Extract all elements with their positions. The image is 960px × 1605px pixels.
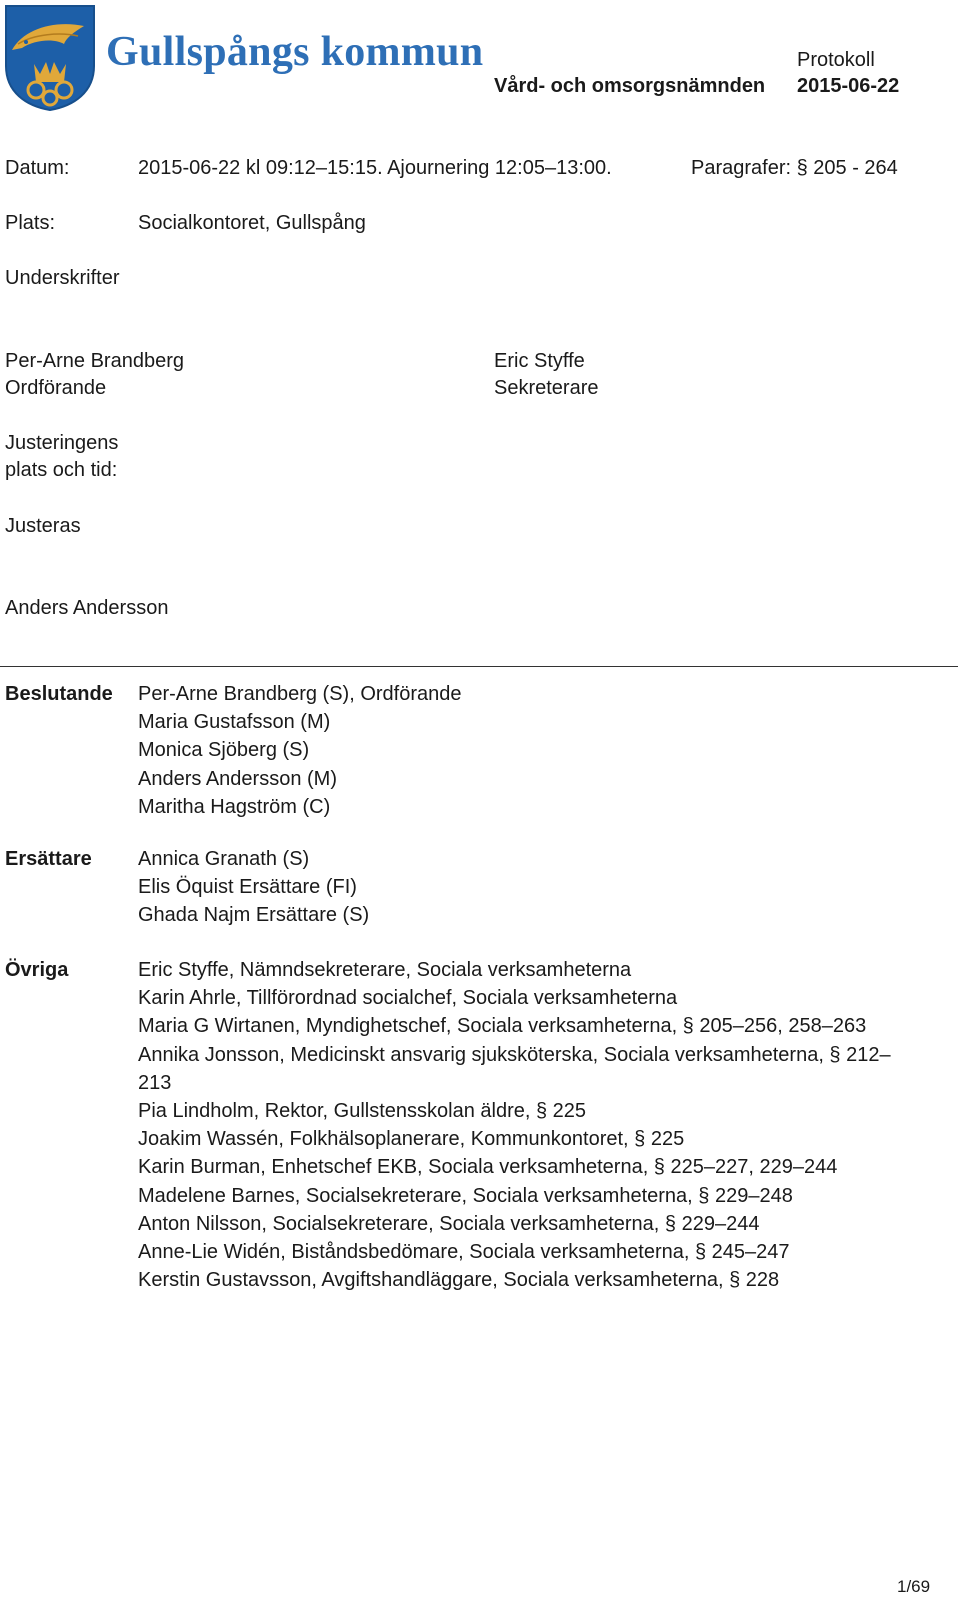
plats-value: Socialkontoret, Gullspång xyxy=(138,212,366,234)
justering-label-line2: plats och tid: xyxy=(5,459,118,481)
list-item: Maritha Hagström (C) xyxy=(138,795,331,818)
committee-name: Vård- och omsorgsnämnden xyxy=(494,75,766,97)
page-number: 1/69 xyxy=(897,1577,931,1596)
secretary-name: Eric Styffe xyxy=(494,350,585,372)
list-item: Madelene Barnes, Socialsekreterare, Sociala verksamheterna, § 229–248 xyxy=(138,1184,793,1207)
list-item: Kerstin Gustavsson, Avgiftshandläggare, Sociala verksamheterna, § 228 xyxy=(138,1269,780,1292)
list-item: Pia Lindholm, Rektor, Gullstensskolan äldre, § 225 xyxy=(138,1100,587,1123)
document-type: Protokoll xyxy=(797,49,875,71)
municipality-crest-logo xyxy=(4,4,96,112)
municipality-name: Gullspångs kommun xyxy=(106,29,484,75)
document-date: 2015-06-22 xyxy=(797,75,900,97)
list-item: Annica Granath (S) xyxy=(138,848,310,870)
secretary-role: Sekreterare xyxy=(494,377,599,399)
justeras-name: Anders Andersson xyxy=(5,597,169,619)
list-item: Anders Andersson (M) xyxy=(138,767,337,790)
list-item: Maria Gustafsson (M) xyxy=(138,711,331,734)
section-divider xyxy=(0,666,958,667)
list-item: Monica Sjöberg (S) xyxy=(138,739,310,762)
ovriga-label: Övriga xyxy=(5,959,69,981)
list-item: Elis Öquist Ersättare (FI) xyxy=(138,876,357,899)
justeras-label: Justeras xyxy=(5,515,81,537)
list-item: 213 xyxy=(138,1071,172,1094)
paragrafer: Paragrafer: § 205 - 264 xyxy=(691,157,898,179)
list-item: Per-Arne Brandberg (S), Ordförande xyxy=(138,683,462,705)
list-item: Anton Nilsson, Socialsekreterare, Sociala verksamheterna, § 229–244 xyxy=(138,1212,760,1235)
datum-value: 2015-06-22 kl 09:12–15:15. Ajournering 12:05–13:00. xyxy=(138,157,612,179)
list-item: Maria G Wirtanen, Myndighetschef, Sociala verksamheterna, § 205–256, 258–263 xyxy=(138,1015,867,1038)
datum-label: Datum: xyxy=(5,157,70,179)
beslutande-list xyxy=(138,680,462,821)
beslutande-label: Beslutande xyxy=(5,683,113,705)
plats-label: Plats: xyxy=(5,212,56,234)
list-item: Karin Ahrle, Tillförordnad socialchef, Sociala verksamheterna xyxy=(138,987,678,1010)
list-item: Ghada Najm Ersättare (S) xyxy=(138,904,370,927)
list-item: Joakim Wassén, Folkhälsoplanerare, Kommunkontoret, § 225 xyxy=(138,1128,685,1151)
justering-label-line1: Justeringens xyxy=(5,432,119,454)
list-item: Anne-Lie Widén, Biståndsbedömare, Sociala verksamheterna, § 245–247 xyxy=(138,1241,790,1264)
chair-role: Ordförande xyxy=(5,377,107,399)
ersattare-label: Ersättare xyxy=(5,848,92,870)
underskrifter-label: Underskrifter xyxy=(5,267,120,289)
list-item: Karin Burman, Enhetschef EKB, Sociala verksamheterna, § 225–227, 229–244 xyxy=(138,1156,838,1179)
ovriga-list xyxy=(138,956,891,1294)
list-item: Annika Jonsson, Medicinskt ansvarig sjuksköterska, Sociala verksamheterna, § 212– xyxy=(138,1043,891,1066)
chair-name: Per-Arne Brandberg xyxy=(5,350,184,372)
list-item: Eric Styffe, Nämndsekreterare, Sociala verksamheterna xyxy=(138,959,632,981)
ersattare-list xyxy=(138,845,369,930)
